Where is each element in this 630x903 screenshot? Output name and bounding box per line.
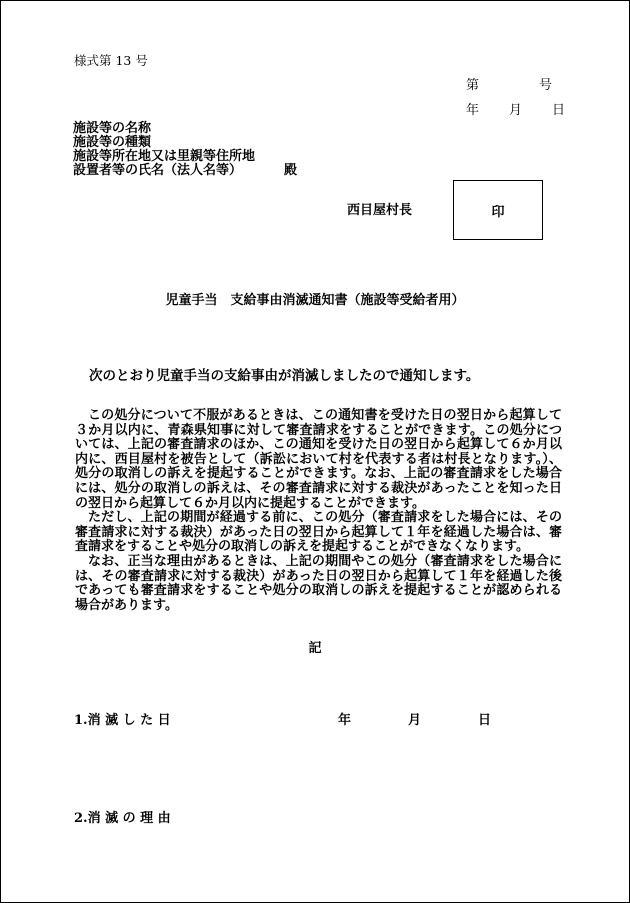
document-date [466,103,565,118]
notice-sentence: 次のとおり児童手当の支給事由が消滅しましたので通知します。 [89,368,480,384]
item1-date [338,713,491,728]
founder-name-label: 設置者等の氏名（法人名等） [73,163,243,178]
facility-type-label: 施設等の種類 [73,135,152,150]
ki-heading: 記 [308,641,322,656]
seal-label: 印 [491,204,505,220]
founder-line [73,164,297,178]
doc-no-suffix: 号 [539,78,553,93]
facility-name-label: 施設等の名称 [73,121,152,136]
item2-label: 2.消 滅 の 理 由 [74,811,171,826]
appeal-instructions [75,409,562,613]
facility-address-label: 施設等所在地又は里親等住所地 [73,149,256,164]
recipient-block [73,122,297,178]
sender-name: 西目屋村長 [347,203,413,218]
doc-no-prefix: 第 [466,78,480,93]
seal-box [453,180,543,240]
document-title: 児童手当 支給事由消滅通知書（施設等受給者用） [165,293,465,308]
date-day: 日 [552,103,566,118]
date-year: 年 [466,103,480,118]
item1-year: 年 [338,713,352,728]
item1-label: 1.消 滅 し た 日 [74,713,171,728]
date-month: 月 [509,103,523,118]
document-number [466,78,552,93]
item1-day: 日 [478,713,492,728]
item1-month: 月 [408,713,422,728]
honorific: 殿 [284,163,298,178]
paragraph-appeal: この処分について不服があるときは、この通知書を受けた日の翌日から起算して３か月以内に、青森県知事に対して審査請求をすることができます。この処分については、上記の審査請求のほか、この通知を受けた日の翌日から起算して６か月以内に、西目屋村を被告として（訴訟において村を代表する者は村長となります。）、処分の取消しの訴えを提起することができます。なお、上記の審査請求をした場合には、処分の取消しの訴えは、その審査請求に対する裁決があったことを知った日の翌日から起算して６か月以内に提起することができます。 [75,408,562,511]
paragraph-limit: ただし、上記の期間が経過する前に、この処分（審査請求をした場合には、その審査請求に対する裁決）があった日の翌日から起算して１年を経過した場合は、審査請求をすることや処分の取消しの訴えを提起することができなくなります。 [75,510,562,555]
paragraph-exception: なお、正当な理由があるときは、上記の期間やこの処分（審査請求をした場合には、その審査請求に対する裁決）があった日の翌日から起算して１年を経過した後であっても審査請求をすることや処分の取消しの訴えを提起することが認められる場合があります。 [75,553,562,613]
form-number: 様式第 13 号 [74,53,148,68]
